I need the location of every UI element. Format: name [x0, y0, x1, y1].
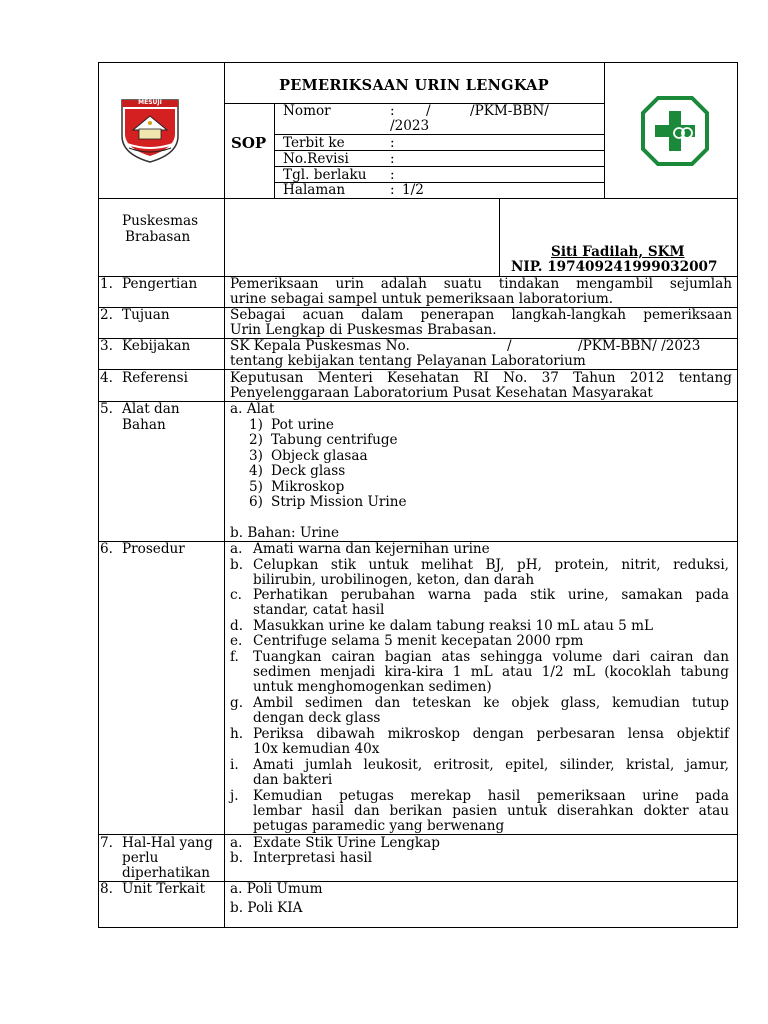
field-nomor-label: Nomor: [283, 103, 331, 119]
list-item-number: 4): [249, 463, 263, 479]
section-6-label: Prosedur: [122, 541, 185, 557]
step-text: sedimen menjadi kira-kira 1 mL atau 1/2 mL (kocoklah tabung: [253, 664, 729, 680]
section-1-number: 1.: [100, 276, 113, 292]
puskesmas-logo: [640, 95, 710, 167]
field-revisi-label: No.Revisi: [283, 151, 349, 167]
field-nomor-value-line2: /2023: [390, 118, 430, 134]
list-item: Pot urine: [271, 417, 334, 433]
section-5-number: 5.: [100, 401, 113, 417]
section-5-label-line2: Bahan: [122, 417, 166, 433]
step-text: dan bakteri: [253, 772, 333, 788]
puskesmas-name-line1: Puskesmas: [122, 213, 199, 229]
section-7-number: 7.: [100, 835, 113, 851]
list-item-letter: a.: [230, 835, 243, 851]
field-halaman-label: Halaman: [283, 182, 346, 198]
section-3-text-line1a: SK Kepala Puskesmas No.: [230, 338, 410, 354]
field-terbit-label: Terbit ke: [283, 135, 345, 151]
step-text: Centrifuge selama 5 menit kecepatan 2000 rpm: [253, 633, 584, 649]
signer-nip: NIP. 197409241999032007: [511, 259, 718, 275]
list-item-number: 1): [249, 417, 263, 433]
list-item-number: 6): [249, 494, 263, 510]
section-5-bahan: b. Bahan: Urine: [230, 525, 340, 541]
step-text: Kemudian petugas merekap hasil pemeriksaan urine pada: [253, 788, 729, 804]
step-text: Perhatikan perubahan warna pada stik urine, samakan pada: [253, 587, 729, 603]
section-2-text-line2: Urin Lengkap di Puskesmas Brabasan.: [230, 322, 497, 338]
list-item-number: 5): [249, 479, 263, 495]
list-item-letter: b.: [230, 850, 244, 866]
field-halaman-sep: :: [390, 182, 395, 198]
step-text: Celupkan stik untuk melihat BJ, pH, protein, nitrit, reduksi,: [253, 557, 729, 573]
step-text: Tuangkan cairan bagian atas sehingga volume dari cairan dan: [253, 649, 729, 665]
step-letter: f.: [230, 649, 239, 665]
step-text: bilirubin, urobilinogen, keton, dan darah: [253, 572, 535, 588]
section-8-number: 8.: [100, 881, 113, 897]
field-nomor-value-suffix: /PKM-BBN/: [470, 103, 549, 119]
section-1-text-line1: Pemeriksaan urin adalah suatu tindakan mengambil sejumlah: [230, 276, 732, 292]
list-item-number: 3): [249, 448, 263, 464]
section-7-label-line3: diperhatikan: [122, 865, 211, 881]
list-item: b. Poli KIA: [230, 900, 303, 916]
sop-label: SOP: [231, 134, 267, 152]
list-item: a. Poli Umum: [230, 881, 323, 897]
list-item: Interpretasi hasil: [253, 850, 373, 866]
section-3-number: 3.: [100, 338, 113, 354]
section-6-number: 6.: [100, 541, 113, 557]
section-7-label-line1: Hal-Hal yang: [122, 835, 213, 851]
step-text: Amati warna dan kejernihan urine: [253, 541, 490, 557]
section-5-label-line1: Alat dan: [122, 401, 180, 417]
field-nomor-sep: :: [390, 103, 395, 119]
section-2-number: 2.: [100, 307, 113, 323]
section-4-text-line1: Keputusan Menteri Kesehatan RI No. 37 Tahun 2012 tentang: [230, 370, 732, 386]
health-cross-icon: [640, 95, 710, 167]
list-item: Strip Mission Urine: [271, 494, 407, 510]
signer-name: Siti Fadilah, SKM: [551, 244, 685, 260]
section-3-text-line2: tentang kebijakan tentang Pelayanan Laboratorium: [230, 353, 586, 369]
step-text: Amati jumlah leukosit, eritrosit, epitel, silinder, kristal, jamur,: [253, 757, 729, 773]
section-3-text-line1c: /PKM-BBN/ /2023: [578, 338, 701, 354]
step-letter: j.: [230, 788, 239, 804]
seal-banner-text: MESUJI: [138, 99, 162, 106]
section-4-text-line2: Penyelenggaraan Laboratorium Pusat Kesehatan Masyarakat: [230, 385, 653, 401]
step-letter: c.: [230, 587, 242, 603]
field-nomor-value: /: [426, 103, 431, 119]
list-item: Deck glass: [271, 463, 346, 479]
section-4-label: Referensi: [122, 370, 188, 386]
step-text: untuk menghomogenkan sedimen): [253, 679, 492, 695]
section-4-number: 4.: [100, 370, 113, 386]
step-text: Periksa dibawah mikroskop dengan perbesaran lensa objektif: [253, 726, 729, 742]
step-letter: g.: [230, 695, 244, 711]
step-text: petugas paramedic yang berwenang: [253, 818, 505, 834]
district-seal-logo: [119, 96, 181, 164]
step-text: lembar hasil dan berikan pasien untuk diserahkan dokter atau: [253, 803, 729, 819]
document-title: PEMERIKSAAN URIN LENGKAP: [279, 77, 549, 94]
puskesmas-name-line2: Brabasan: [125, 229, 191, 245]
section-3-text-line1b: /: [507, 338, 512, 354]
step-text: 10x kemudian 40x: [253, 741, 380, 757]
field-revisi-sep: :: [390, 151, 395, 167]
step-letter: b.: [230, 557, 244, 573]
step-text: Ambil sedimen dan teteskan ke objek glass, kemudian tutup: [253, 695, 729, 711]
list-item: Mikroskop: [271, 479, 345, 495]
field-tgl-label: Tgl. berlaku: [283, 167, 367, 183]
list-item: Exdate Stik Urine Lengkap: [253, 835, 440, 851]
section-8-label: Unit Terkait: [122, 881, 206, 897]
step-letter: i.: [230, 757, 239, 773]
section-2-text-line1: Sebagai acuan dalam penerapan langkah-langkah pemeriksaan: [230, 307, 732, 323]
step-text: Masukkan urine ke dalam tabung reaksi 10 mL atau 5 mL: [253, 618, 654, 634]
section-5-heading: a. Alat: [230, 401, 275, 417]
field-halaman-value: 1/2: [402, 182, 424, 198]
list-item-number: 2): [249, 432, 263, 448]
step-text: dengan deck glass: [253, 710, 381, 726]
section-2-label: Tujuan: [122, 307, 170, 323]
section-7-label-line2: perlu: [122, 850, 159, 866]
step-letter: a.: [230, 541, 243, 557]
section-1-text-line2: urine sebagai sampel untuk pemeriksaan laboratorium.: [230, 291, 614, 307]
field-terbit-sep: :: [390, 135, 395, 151]
list-item: Objeck glasaa: [271, 448, 368, 464]
step-text: standar, catat hasil: [253, 602, 385, 618]
step-letter: e.: [230, 633, 243, 649]
section-3-label: Kebijakan: [122, 338, 191, 354]
field-tgl-sep: :: [390, 167, 395, 183]
step-letter: d.: [230, 618, 244, 634]
section-1-label: Pengertian: [122, 276, 198, 292]
step-letter: h.: [230, 726, 244, 742]
list-item: Tabung centrifuge: [271, 432, 398, 448]
